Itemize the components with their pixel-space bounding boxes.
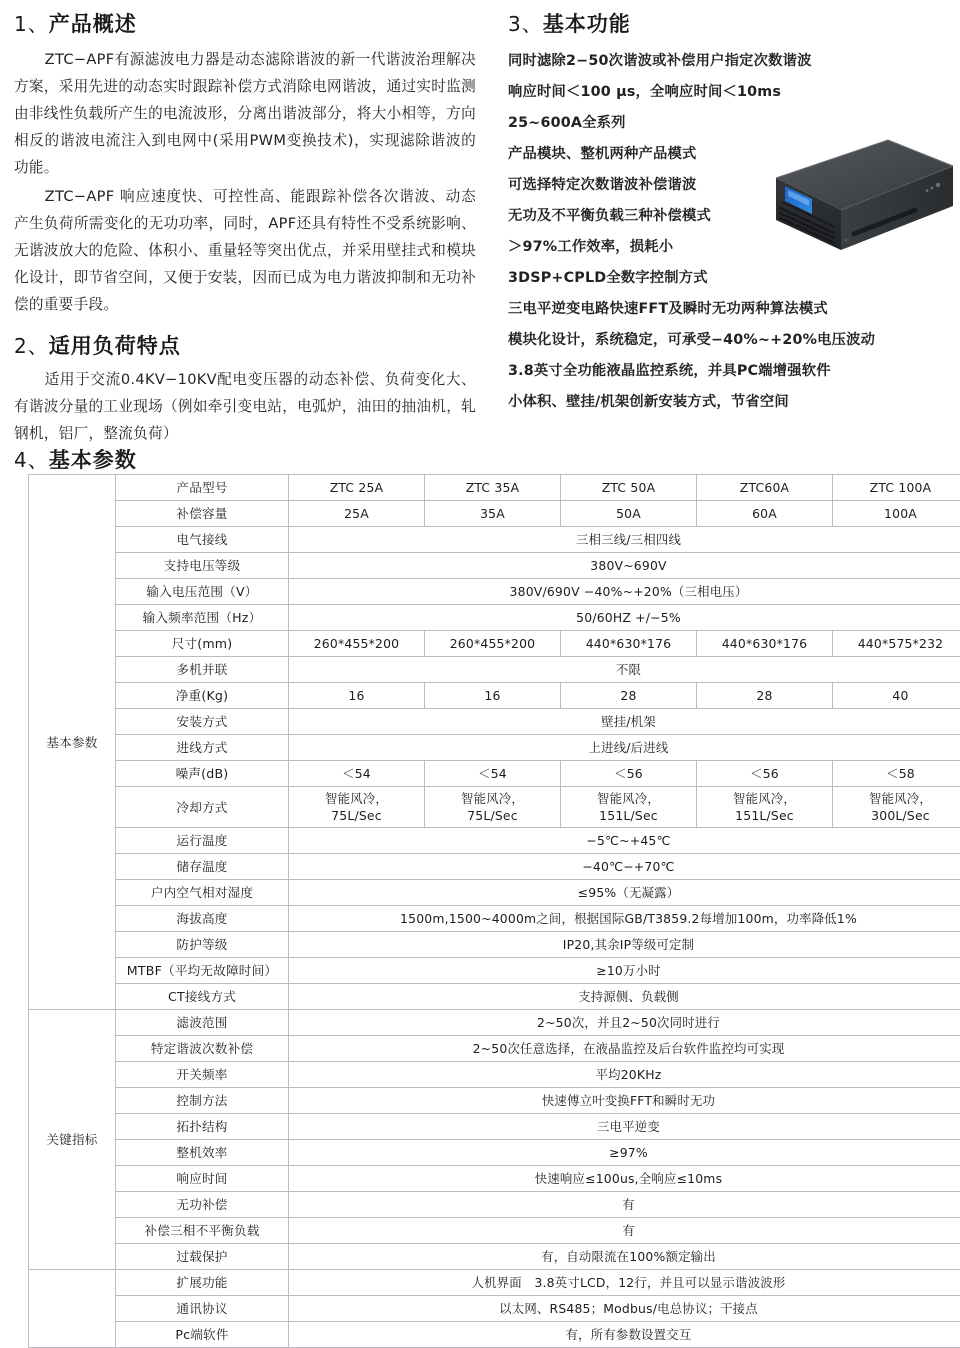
- table-row-label: 防护等级: [116, 932, 289, 958]
- section-3-title: 基本功能: [543, 12, 631, 36]
- table-row-label: 开关频率: [116, 1062, 289, 1088]
- table-cell-value: 440*630*176: [561, 631, 697, 657]
- table-cell-value: 16: [425, 683, 561, 709]
- table-row: [29, 1088, 960, 1114]
- table-group-label: [29, 1270, 116, 1348]
- table-cell-value: 16: [289, 683, 425, 709]
- feature-item: ＞97%工作效率，损耗小: [508, 232, 956, 263]
- table-cell-value: ＜56: [697, 761, 833, 787]
- section-3-heading: [508, 8, 956, 38]
- section-1-number: 1、: [14, 12, 49, 36]
- feature-item: 无功及不平衡负载三种补偿模式: [508, 201, 956, 232]
- table-row-label: 过载保护: [116, 1244, 289, 1270]
- table-row: [29, 1244, 960, 1270]
- table-cell-value: ＜56: [561, 761, 697, 787]
- table-row-label: 控制方法: [116, 1088, 289, 1114]
- table-row-label: 海拔高度: [116, 906, 289, 932]
- table-cell-line: 智能风冷，: [563, 790, 694, 807]
- feature-item: 小体积、壁挂/机架创新安装方式，节省空间: [508, 387, 956, 418]
- table-row: [29, 1166, 960, 1192]
- table-cell-value: 380V~690V: [289, 553, 960, 579]
- table-cell-value: 快速响应≤100us,全响应≤10ms: [289, 1166, 960, 1192]
- top-content-area: [0, 0, 960, 452]
- table-cell-value: 平均20KHz: [289, 1062, 960, 1088]
- table-cell-value: [425, 787, 561, 828]
- table-cell-value: 50/60HZ +/−5%: [289, 605, 960, 631]
- table-row: [29, 1270, 960, 1296]
- table-row-label: 输入频率范围（Hz）: [116, 605, 289, 631]
- table-row-label: 滤波范围: [116, 1010, 289, 1036]
- feature-item: 响应时间＜100 μs，全响应时间＜10ms: [508, 77, 956, 108]
- table-cell-value: ＜54: [289, 761, 425, 787]
- table-cell-value: ≤95%（无凝露）: [289, 880, 960, 906]
- table-cell-value: −40℃−+70℃: [289, 854, 960, 880]
- table-row: [29, 1218, 960, 1244]
- table-cell-value: 40: [833, 683, 960, 709]
- section-2-title: 适用负荷特点: [49, 334, 181, 358]
- table-row: [29, 683, 960, 709]
- table-cell-value: 260*455*200: [425, 631, 561, 657]
- table-row: [29, 1010, 960, 1036]
- section-3-number: 3、: [508, 12, 543, 36]
- table-cell-value: ZTC 100A: [833, 475, 960, 501]
- product-photo: [742, 132, 954, 266]
- feature-item: 可选择特定次数谐波补偿谐波: [508, 170, 956, 201]
- table-cell-value: ZTC 35A: [425, 475, 561, 501]
- table-row: [29, 1062, 960, 1088]
- table-row-label: 净重(Kg): [116, 683, 289, 709]
- table-row: [29, 1140, 960, 1166]
- table-group-label: 关键指标: [29, 1010, 116, 1270]
- table-cell-value: 不限: [289, 657, 960, 683]
- table-cell-value: 1500m,1500~4000m之间，根据国际GB/T3859.2每增加100m，功率降低1%: [289, 906, 960, 932]
- table-cell-value: 100A: [833, 501, 960, 527]
- table-row: [29, 527, 960, 553]
- table-cell-value: 有，所有参数设置交互: [289, 1322, 960, 1348]
- table-row: [29, 906, 960, 932]
- table-row: [29, 1114, 960, 1140]
- table-cell-value: [833, 787, 960, 828]
- table-row-label: 特定谐波次数补偿: [116, 1036, 289, 1062]
- table-cell-value: 2~50次任意选择，在液晶监控及后台软件监控均可实现: [289, 1036, 960, 1062]
- specification-table-body: [29, 475, 960, 1348]
- table-cell-value: 25A: [289, 501, 425, 527]
- apf-chassis-illustration: [742, 132, 954, 266]
- section-1-paragraph-2: ZTC−APF 响应速度快、可控性高、能跟踪补偿各次谐波、动态产生负荷所需变化的无功功率，同时，APF还具有特性不受系统影响、无谐波放大的危险、体积小、重量轻等突出优点，并采用壁挂式和模块化设计，即节省空间，又便于安装，因而已成为电力谐波抑制和无功补偿的重要手段。: [14, 183, 476, 318]
- table-row-label: 进线方式: [116, 735, 289, 761]
- table-row-label: 支持电压等级: [116, 553, 289, 579]
- table-cell-line: 智能风冷，: [291, 790, 422, 807]
- table-cell-value: 有: [289, 1192, 960, 1218]
- table-row-label: 无功补偿: [116, 1192, 289, 1218]
- specification-table: [28, 474, 960, 1348]
- table-cell-value: 上进线/后进线: [289, 735, 960, 761]
- section-2-paragraph-1: 适用于交流0.4KV−10KV配电变压器的动态补偿、负荷变化大、有谐波分量的工业现场（例如牵引变电站，电弧炉，油田的抽油机，轧钢机，铝厂，整流负荷）: [14, 366, 476, 447]
- section-1-title: 产品概述: [49, 12, 137, 36]
- table-row-label: 运行温度: [116, 828, 289, 854]
- table-row: [29, 932, 960, 958]
- table-cell-value: 35A: [425, 501, 561, 527]
- table-row: [29, 1296, 960, 1322]
- table-row: [29, 828, 960, 854]
- table-row-label: 产品型号: [116, 475, 289, 501]
- table-cell-value: 2~50次，并且2~50次同时进行: [289, 1010, 960, 1036]
- section-2-block: [14, 330, 476, 447]
- table-row: [29, 787, 960, 828]
- table-row-label: 噪声(dB): [116, 761, 289, 787]
- table-row-label: MTBF（平均无故障时间）: [116, 958, 289, 984]
- table-row: [29, 501, 960, 527]
- table-cell-value: [561, 787, 697, 828]
- table-group-label: 基本参数: [29, 475, 116, 1010]
- table-row-label: 电气接线: [116, 527, 289, 553]
- table-cell-value: 260*455*200: [289, 631, 425, 657]
- table-row-label: 响应时间: [116, 1166, 289, 1192]
- table-row-label: 安装方式: [116, 709, 289, 735]
- feature-item: 模块化设计，系统稳定，可承受−40%~+20%电压波动: [508, 325, 956, 356]
- feature-item: 25~600A全系列: [508, 108, 956, 139]
- table-cell-value: ZTC 25A: [289, 475, 425, 501]
- table-cell-value: 支持源侧、负载侧: [289, 984, 960, 1010]
- table-row-label: 拓扑结构: [116, 1114, 289, 1140]
- table-row-label: 补偿容量: [116, 501, 289, 527]
- table-cell-value: 有: [289, 1218, 960, 1244]
- table-row-label: Pc端软件: [116, 1322, 289, 1348]
- table-cell-value: 28: [561, 683, 697, 709]
- table-row-label: 户内空气相对湿度: [116, 880, 289, 906]
- table-cell-line: 75L/Sec: [291, 807, 422, 824]
- table-cell-value: 三电平逆变: [289, 1114, 960, 1140]
- table-cell-value: 440*575*232: [833, 631, 960, 657]
- table-row-label: 整机效率: [116, 1140, 289, 1166]
- table-cell-value: 快速傅立叶变换FFT和瞬时无功: [289, 1088, 960, 1114]
- table-cell-line: 智能风冷，: [835, 790, 960, 807]
- table-cell-line: 151L/Sec: [699, 807, 830, 824]
- table-cell-value: [697, 787, 833, 828]
- table-cell-value: 三相三线/三相四线: [289, 527, 960, 553]
- feature-item: 三电平逆变电路快速FFT及瞬时无功两种算法模式: [508, 294, 956, 325]
- table-cell-value: [289, 787, 425, 828]
- feature-item: 3DSP+CPLD全数字控制方式: [508, 263, 956, 294]
- table-row: [29, 854, 960, 880]
- left-column: [14, 8, 476, 449]
- table-cell-line: 75L/Sec: [427, 807, 558, 824]
- table-cell-line: 智能风冷，: [427, 790, 558, 807]
- table-row-label: 尺寸(mm): [116, 631, 289, 657]
- table-cell-value: 28: [697, 683, 833, 709]
- table-cell-line: 151L/Sec: [563, 807, 694, 824]
- table-cell-value: 以太网、RS485；Modbus/电总协议；干接点: [289, 1296, 960, 1322]
- table-row-label: CT接线方式: [116, 984, 289, 1010]
- table-row: [29, 553, 960, 579]
- table-cell-value: 60A: [697, 501, 833, 527]
- table-row: [29, 657, 960, 683]
- table-row: [29, 1192, 960, 1218]
- table-row-label: 扩展功能: [116, 1270, 289, 1296]
- table-row-label: 补偿三相不平衡负载: [116, 1218, 289, 1244]
- table-row-label: 冷却方式: [116, 787, 289, 828]
- table-cell-value: IP20,其余IP等级可定制: [289, 932, 960, 958]
- table-cell-value: ＜54: [425, 761, 561, 787]
- table-cell-value: 有，自动限流在100%额定输出: [289, 1244, 960, 1270]
- table-cell-value: ＜58: [833, 761, 960, 787]
- feature-item: 3.8英寸全功能液晶监控系统，并具PC端增强软件: [508, 356, 956, 387]
- table-row-label: 多机并联: [116, 657, 289, 683]
- table-cell-value: 壁挂/机架: [289, 709, 960, 735]
- table-cell-value: ZTC 50A: [561, 475, 697, 501]
- table-row: [29, 579, 960, 605]
- section-4-title: 基本参数: [49, 448, 137, 472]
- table-row: [29, 605, 960, 631]
- section-4-number: 4、: [14, 448, 49, 472]
- table-row: [29, 709, 960, 735]
- table-cell-value: ZTC60A: [697, 475, 833, 501]
- table-row-label: 输入电压范围（V）: [116, 579, 289, 605]
- table-row: [29, 1322, 960, 1348]
- feature-item: 产品模块、整机两种产品模式: [508, 139, 956, 170]
- table-cell-line: 智能风冷，: [699, 790, 830, 807]
- table-cell-value: ≥10万小时: [289, 958, 960, 984]
- section-4-heading: [14, 444, 137, 474]
- table-cell-value: 人机界面 3.8英寸LCD，12行，并且可以显示谐波波形: [289, 1270, 960, 1296]
- section-1-heading: [14, 8, 476, 38]
- feature-item: 同时滤除2−50次谐波或补偿用户指定次数谐波: [508, 46, 956, 77]
- table-row: [29, 984, 960, 1010]
- table-row-label: 储存温度: [116, 854, 289, 880]
- section-2-heading: [14, 330, 476, 360]
- table-row: [29, 1036, 960, 1062]
- table-row: [29, 761, 960, 787]
- table-cell-value: 50A: [561, 501, 697, 527]
- table-cell-value: −5℃~+45℃: [289, 828, 960, 854]
- table-row: [29, 958, 960, 984]
- table-row: [29, 475, 960, 501]
- table-row: [29, 880, 960, 906]
- section-2-number: 2、: [14, 334, 49, 358]
- section-1-paragraph-1: ZTC−APF有源滤波电力器是动态滤除谐波的新一代谐波治理解决方案，采用先进的动态实时跟踪补偿方式消除电网谐波，通过实时监测由非线性负载所产生的电流波形，分离出谐波部分，将大小相等，方向相反的谐波电流注入到电网中(采用PWM变换技术)，实现滤除谐波的功能。: [14, 46, 476, 181]
- table-row: [29, 735, 960, 761]
- table-row: [29, 631, 960, 657]
- table-cell-value: 380V/690V −40%~+20%（三相电压）: [289, 579, 960, 605]
- table-row-label: 通讯协议: [116, 1296, 289, 1322]
- table-cell-value: 440*630*176: [697, 631, 833, 657]
- table-cell-value: ≥97%: [289, 1140, 960, 1166]
- table-cell-line: 300L/Sec: [835, 807, 960, 824]
